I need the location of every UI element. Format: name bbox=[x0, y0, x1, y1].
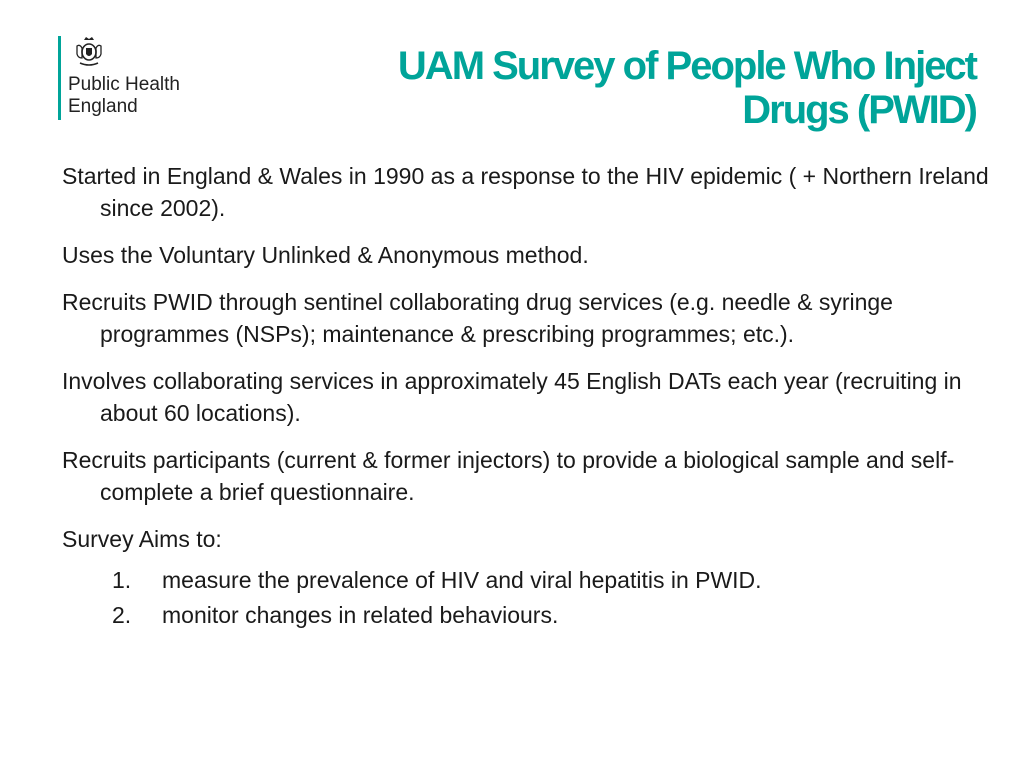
logo-accent-bar bbox=[58, 36, 61, 120]
slide-body bbox=[62, 160, 992, 633]
list-item bbox=[112, 598, 992, 633]
logo-org-line2: England bbox=[68, 96, 138, 117]
list-item bbox=[112, 563, 992, 598]
survey-aims-heading: Survey Aims to: bbox=[62, 526, 222, 552]
logo-org-line1: Public Health bbox=[68, 74, 180, 95]
royal-crest-icon bbox=[74, 36, 104, 68]
body-paragraph: Recruits participants (current & former injectors) to provide a biological sample and self-complete a brief questionnaire. bbox=[62, 447, 955, 505]
body-paragraph: Started in England & Wales in 1990 as a response to the HIV epidemic ( + Northern Ireland since 2002). bbox=[62, 163, 989, 221]
title-line-2: Drugs (PWID) bbox=[742, 88, 976, 132]
body-paragraph: Uses the Voluntary Unlinked & Anonymous method. bbox=[62, 242, 589, 268]
phe-logo bbox=[58, 36, 180, 120]
title-line-1: UAM Survey of People Who Inject bbox=[397, 44, 976, 88]
list-item-text: monitor changes in related behaviours. bbox=[162, 602, 559, 628]
survey-aims-list bbox=[62, 563, 992, 633]
slide-title bbox=[276, 44, 976, 132]
list-item-text: measure the prevalence of HIV and viral hepatitis in PWID. bbox=[162, 567, 762, 593]
body-paragraph: Involves collaborating services in approximately 45 English DATs each year (recruiting in about 60 locations). bbox=[62, 368, 962, 426]
body-paragraph: Recruits PWID through sentinel collaborating drug services (e.g. needle & syringe programmes (NSPs); maintenance & prescribing programmes; etc.). bbox=[62, 289, 893, 347]
list-item-number: 2. bbox=[112, 602, 132, 628]
list-item-number: 1. bbox=[112, 567, 132, 593]
